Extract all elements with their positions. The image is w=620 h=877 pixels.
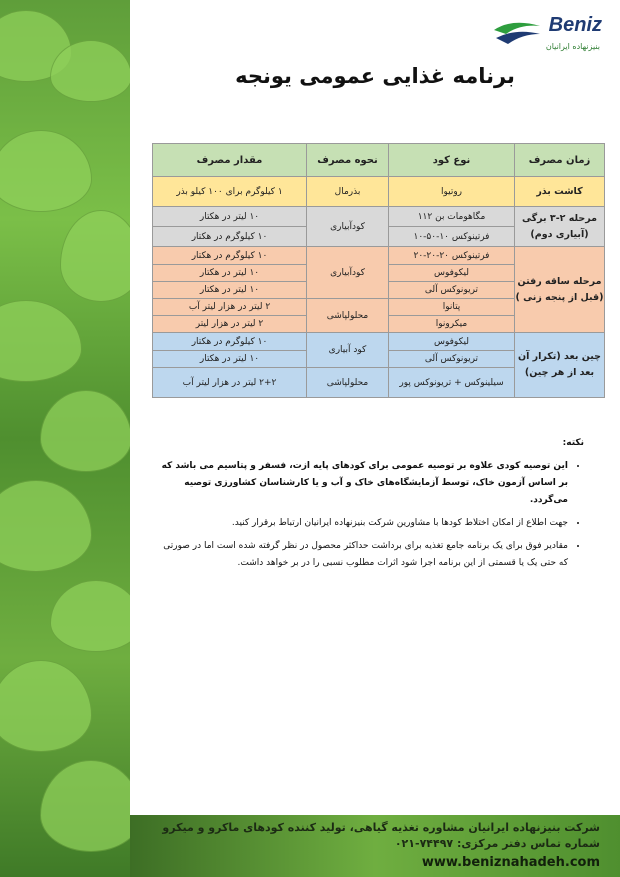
amount-cell: ۱۰ کیلوگرم در هکتار (153, 227, 307, 247)
method-cell: کودآبیاری (307, 207, 389, 247)
fertilizer-cell: روتیوا (389, 177, 515, 207)
stage-cell: مرحله ۲-۳ برگی (آبیاری دوم) (515, 207, 605, 247)
header-cell: زمان مصرف (515, 144, 605, 177)
footer-website-link[interactable]: www.beniznahadeh.com (421, 855, 600, 870)
list-item: • این توصیه کودی علاوه بر توصیه عمومی برای کودهای پایه ازت، فسفر و پتاسیم می باشد که بر اساس آزمون خاک، توسط آزمایشگاه‌های خاک و آب و یا کارشناسان کشاورزی توصیه می‌گردد. (160, 458, 568, 509)
leaf-shape (0, 660, 92, 752)
method-cell: محلولپاشی (307, 368, 389, 398)
method-cell: بذرمال (307, 177, 389, 207)
amount-cell: ۱۰ لیتر در هکتار (153, 207, 307, 227)
notes-section (160, 435, 584, 578)
footer-phone-line: شماره تماس دفتر مرکزی: ۷۴۴۹۷-۰۲۱ (394, 837, 600, 850)
fertilizer-cell: میکرونوا (389, 316, 515, 333)
leaf-shape (0, 300, 82, 382)
stage-cell: مرحله ساقه رفتن (قبل از پنجه زنی ) (515, 247, 605, 333)
fertilizer-cell: مگاهومات بن ۱۱۲ (389, 207, 515, 227)
leaf-shape (0, 130, 92, 212)
leaf-shape (50, 40, 130, 102)
leaf-shape (60, 210, 130, 302)
leaf-shape (40, 760, 130, 852)
amount-cell: ۲+۲ لیتر در هزار لیتر آب (153, 368, 307, 398)
leaf-shape (50, 580, 130, 652)
header-cell: مقدار مصرف (153, 144, 307, 177)
header-cell: نحوه مصرف (307, 144, 389, 177)
table-row (153, 207, 605, 227)
stage-cell: چین بعد (تکرار آن بعد از هر چین) (515, 333, 605, 398)
stage-cell: کاشت بذر (515, 177, 605, 207)
method-cell: کود آبیاری (307, 333, 389, 368)
table-header-row (153, 144, 605, 177)
notes-list (160, 458, 584, 572)
list-item: • مقادیر فوق برای یک برنامه جامع تغذیه برای برداشت حداکثر محصول در نظر گرفته شده است اما در صورتی که حتی یک یا قسمتی از این برنامه اجرا شود اثرات مطلوب نسبی را در بر خواهد داشت. (160, 538, 568, 572)
fertilizer-cell: سیلینوکس + تریونوکس پور (389, 368, 515, 398)
table-row (153, 333, 605, 351)
amount-cell: ۱ کیلوگرم برای ۱۰۰ کیلو بذر (153, 177, 307, 207)
logo-name: Beniz (548, 14, 602, 36)
logo-subtitle: بنیزنهاده ایرانیان (545, 42, 600, 51)
footer-band (130, 815, 620, 877)
list-item: • جهت اطلاع از امکان اختلاط کودها با مشاورین شرکت بنیزنهاده ایرانیان ارتباط برقرار کنید. (160, 515, 568, 532)
fertilizer-plan-table (152, 143, 605, 398)
header-cell: نوع کود (389, 144, 515, 177)
logo-swoosh-icon (492, 18, 542, 48)
amount-cell: ۱۰ لیتر در هکتار (153, 265, 307, 282)
leaf-shape (40, 390, 130, 472)
fertilizer-cell: لیکوفوس (389, 265, 515, 282)
amount-cell: ۱۰ کیلوگرم در هکتار (153, 247, 307, 265)
table-row (153, 247, 605, 265)
fertilizer-cell: تریونوکس آلی (389, 351, 515, 368)
fertilizer-cell: لیکوفوس (389, 333, 515, 351)
leaf-background-strip (0, 0, 130, 877)
leaf-shape (0, 480, 92, 572)
fertilizer-cell: فرتینوکس ۱۰-۵۰-۱۰ (389, 227, 515, 247)
method-cell: محلولپاشی (307, 299, 389, 333)
amount-cell: ۱۰ لیتر در هکتار (153, 351, 307, 368)
table-row (153, 177, 605, 207)
amount-cell: ۲ لیتر در هزار لیتر (153, 316, 307, 333)
company-logo (492, 12, 602, 62)
footer-company-line: شرکت بنیزنهاده ایرانیان مشاوره تغذیه گیاهی، تولید کننده کودهای ماکرو و میکرو (162, 821, 600, 834)
fertilizer-cell: تریونوکس آلی (389, 282, 515, 299)
fertilizer-cell: فرتینوکس ۲۰-۲۰-۲۰ (389, 247, 515, 265)
amount-cell: ۱۰ کیلوگرم در هکتار (153, 333, 307, 351)
method-cell: کودآبیاری (307, 247, 389, 299)
notes-heading: نکته: (562, 438, 584, 448)
page-title: برنامه غذایی عمومی یونجه (235, 64, 515, 88)
amount-cell: ۲ لیتر در هزار لیتر آب (153, 299, 307, 316)
fertilizer-cell: پتانوا (389, 299, 515, 316)
amount-cell: ۱۰ لیتر در هکتار (153, 282, 307, 299)
